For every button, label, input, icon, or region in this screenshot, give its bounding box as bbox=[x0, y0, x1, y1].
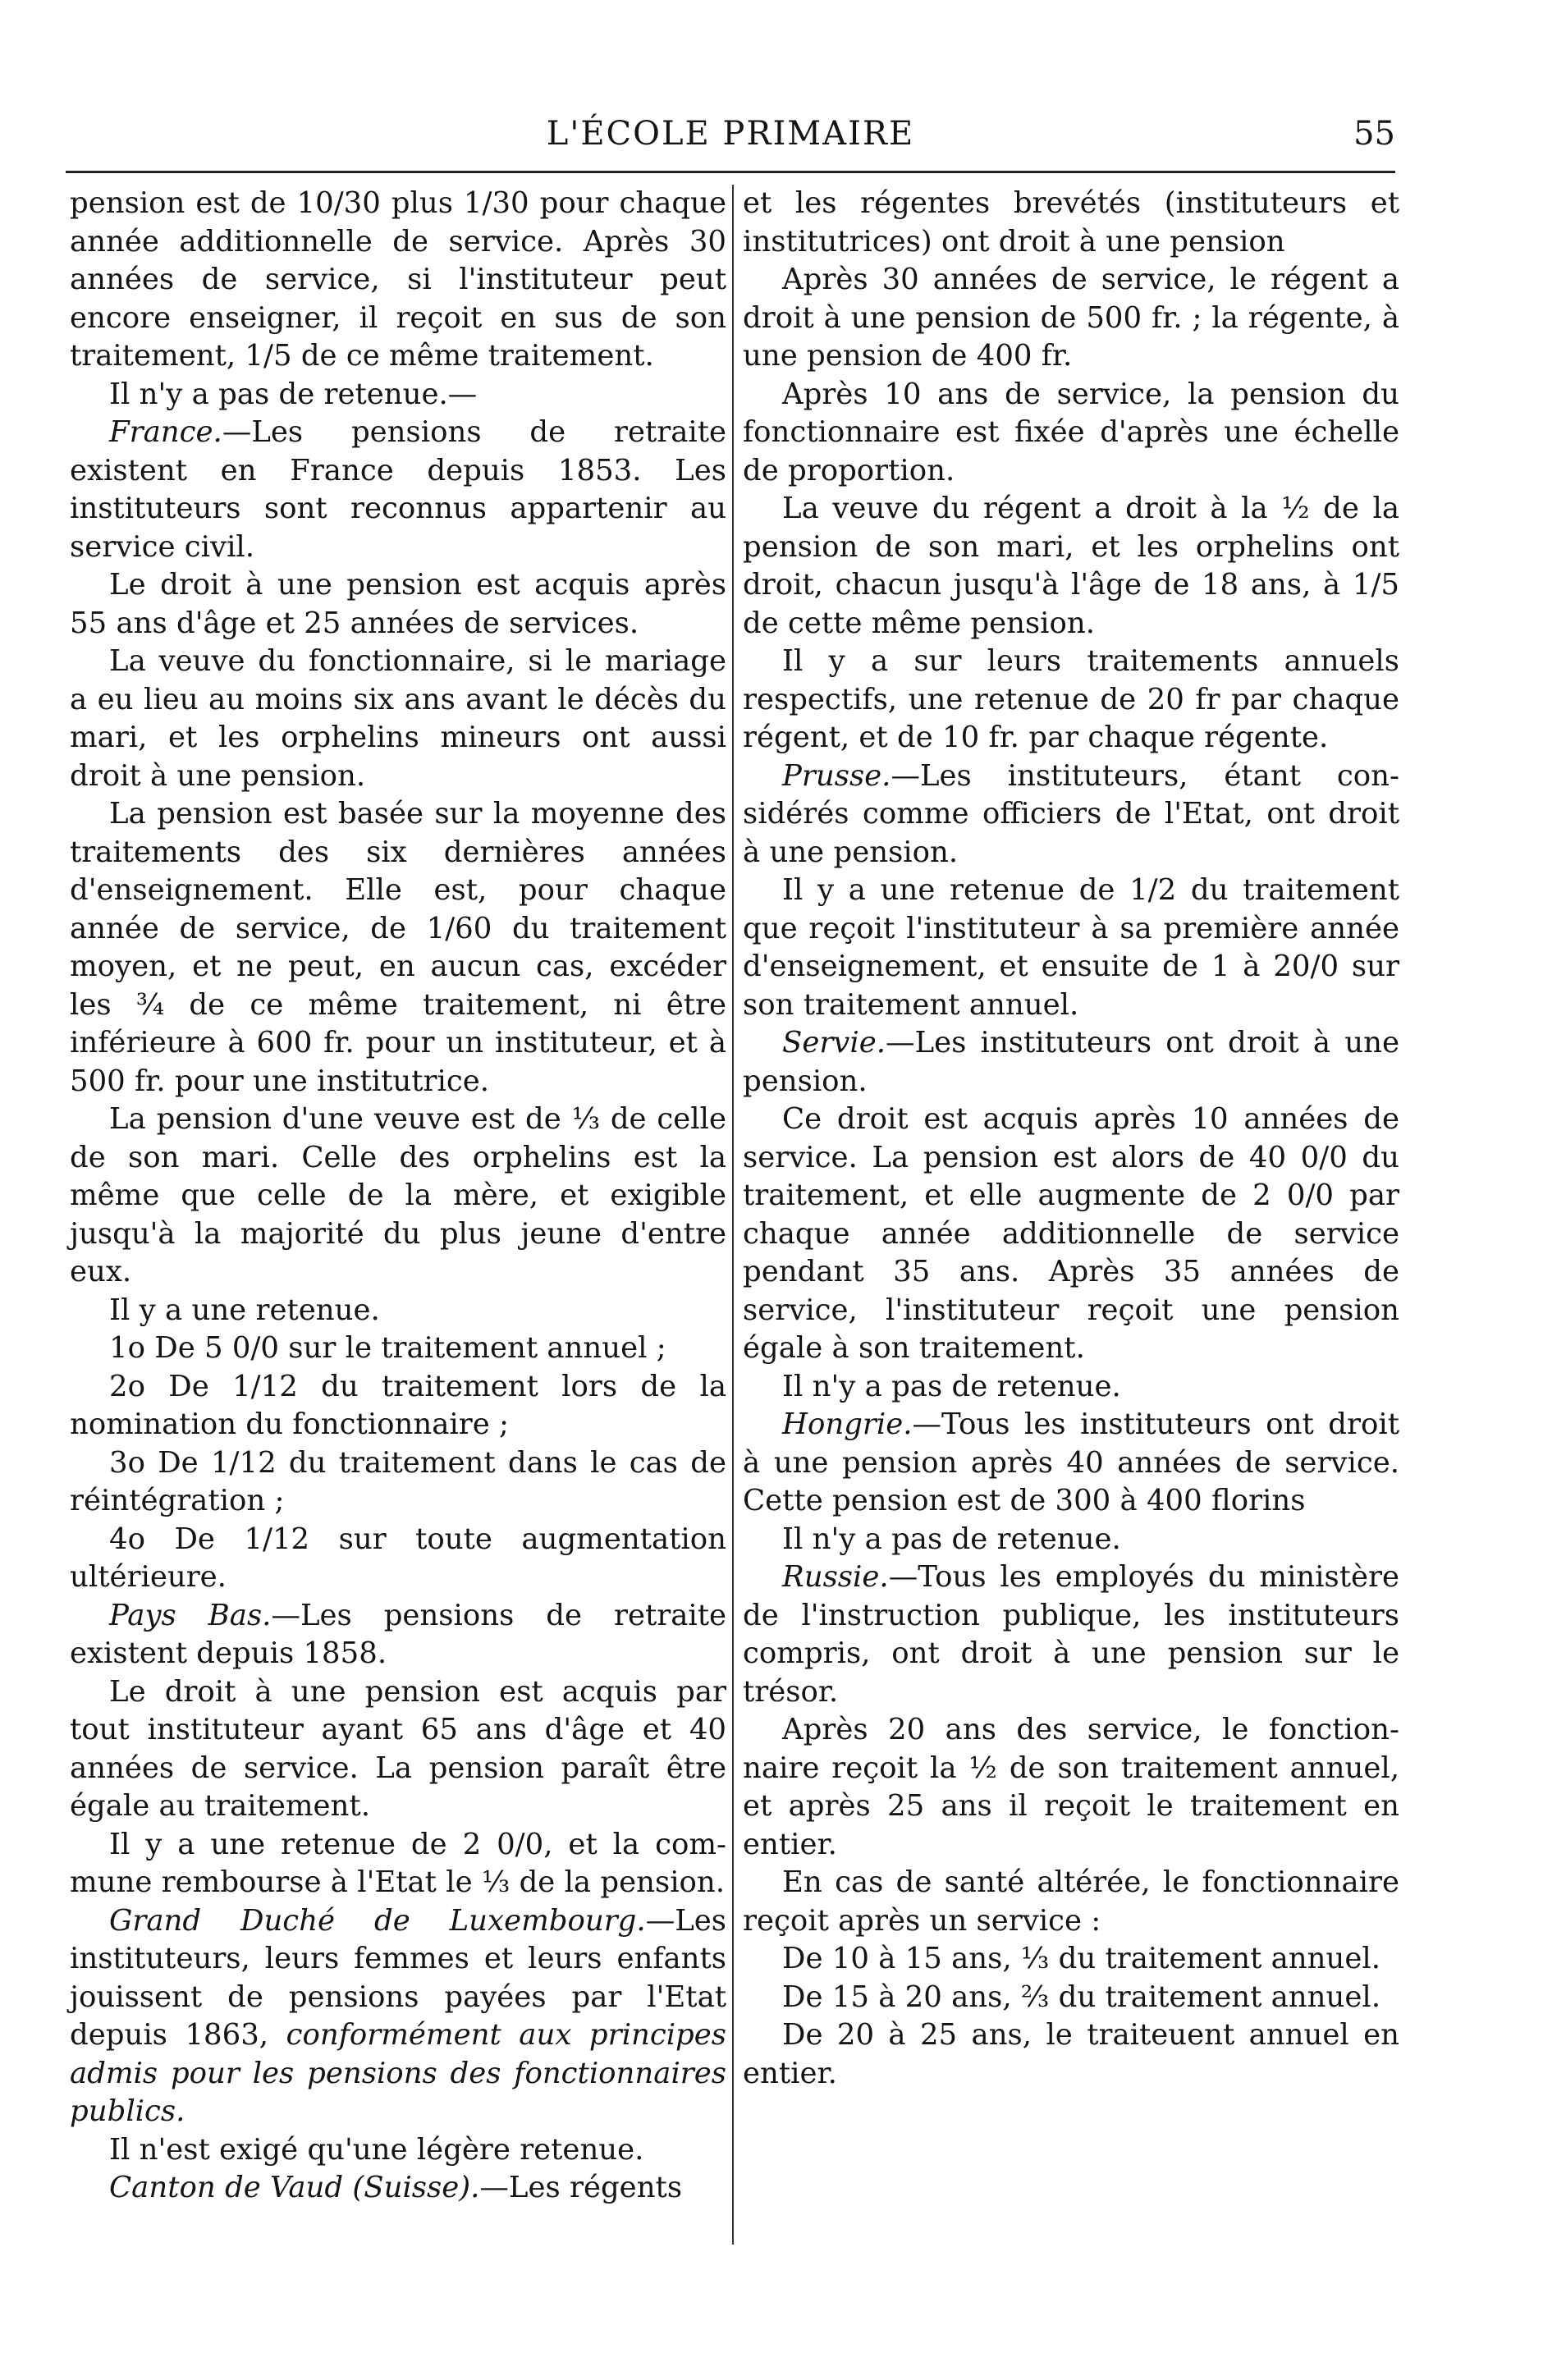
paragraph-text: Il y a sur leurs traitements annuels respectifs, une retenue de 20 fr par chaque régent, et de 10 fr. par chaque régente. bbox=[743, 644, 1399, 754]
paragraph-text: —Les instituteurs, étant considérés comme officiers de l'Etat, ont droit à une pension. bbox=[743, 758, 1399, 869]
paragraph bbox=[743, 1864, 1399, 1940]
right-column bbox=[743, 185, 1399, 2093]
paragraph bbox=[743, 490, 1399, 643]
paragraph-text: —Les régents bbox=[479, 2171, 683, 2204]
paragraph-text: Il y a une retenue. bbox=[109, 1293, 380, 1327]
page-header bbox=[66, 115, 1395, 164]
paragraph bbox=[743, 1521, 1399, 1559]
paragraph bbox=[70, 1330, 726, 1368]
paragraph-text: Le droit à une pension est acquis par tout instituteur ayant 65 ans d'âge et 40 années de service. La pension paraît être égale au traitement. bbox=[70, 1674, 726, 1823]
paragraph bbox=[743, 1368, 1399, 1407]
paragraph bbox=[70, 2169, 726, 2208]
paragraph bbox=[743, 1558, 1399, 1711]
paragraph bbox=[70, 795, 726, 1101]
paragraph bbox=[70, 1673, 726, 1826]
paragraph bbox=[70, 376, 726, 414]
paragraph-text: La pension d'une veuve est de ⅓ de celle de son mari. Celle des orphelins est la même que celle de la mère, et exigible jusqu'à la majorité du plus jeune d'entre eux. bbox=[70, 1102, 726, 1288]
paragraph bbox=[70, 414, 726, 566]
column-divider bbox=[732, 185, 734, 2245]
paragraph-text: La pension est basée sur la moyenne des traitements des six dernières années d'enseignement. Elle est, pour chaque année de service, de 1/60 du traitement moyen, et ne peut, en aucun cas, excéder les ¾ de ce même traitement, ni être inférieure à 600 fr. pour un instituteur, et à 500 fr. pour une institutrice. bbox=[70, 797, 726, 1098]
paragraph-text: Il y a une retenue de 1/2 du traitement que reçoit l'instituteur à sa première année d'enseignement, et ensuite de 1 à 20/0 sur son traitement annuel. bbox=[743, 873, 1399, 1022]
paragraph-text: —Les pensions de retraite existent en France depuis 1853. Les instituteurs sont reconnus appartenir au service civil. bbox=[70, 415, 726, 564]
paragraph-text: 4o De 1/12 sur toute augmentation ultérieure. bbox=[70, 1522, 726, 1594]
paragraph bbox=[70, 643, 726, 795]
paragraph bbox=[743, 1101, 1399, 1368]
paragraph bbox=[743, 1024, 1399, 1101]
paragraph-text: Il y a une retenue de 2 0/0, et la commune rembourse à l'Etat le ⅓ de la pension. bbox=[70, 1827, 726, 1899]
paragraph-text: Il n'y a pas de retenue. bbox=[782, 1522, 1121, 1556]
section-heading: Canton de Vaud (Suisse). bbox=[109, 2171, 480, 2204]
paragraph-text: Le droit à une pension est acquis après 55 ans d'âge et 25 années de services. bbox=[70, 568, 726, 640]
page-number: 55 bbox=[1353, 115, 1395, 153]
paragraph-text: 3o De 1/12 du traitement dans le cas de réintégration ; bbox=[70, 1445, 726, 1517]
paragraph-text: —Les pensions de retraite existent depuis 1858. bbox=[70, 1598, 726, 1670]
section-heading: Russie. bbox=[782, 1560, 889, 1594]
paragraph bbox=[743, 1711, 1399, 1864]
paragraph-text: Il n'est exigé qu'une légère retenue. bbox=[109, 2132, 644, 2167]
paragraph-text: De 10 à 15 ans, ⅓ du traitement annuel. bbox=[782, 1942, 1381, 1975]
header-rule bbox=[66, 171, 1395, 173]
paragraph-text: La veuve du régent a droit à la ½ de la pension de son mari, et les orphelins ont droit, chacun jusqu'à l'âge de 18 ans, à 1/5 de cette même pension. bbox=[743, 492, 1399, 640]
paragraph bbox=[70, 1902, 726, 2131]
paragraph-text: —Les instituteurs, leurs femmes et leurs enfants jouissent de pensions payées par l'Etat depuis 1863, bbox=[70, 1903, 726, 2052]
left-column bbox=[70, 185, 726, 2208]
paragraph bbox=[743, 376, 1399, 491]
paragraph bbox=[743, 1406, 1399, 1521]
paragraph-text: et les régentes brevétés (instituteurs et institutrices) ont droit à une pension bbox=[743, 186, 1399, 259]
paragraph-text: Ce droit est acquis après 10 années de service. La pension est alors de 40 0/0 du traitement, et elle augmente de 2 0/0 par chaque année additionnelle de service pendant 35 ans. Après 35 années de service, l'instituteur reçoit une pension égale à son traitement. bbox=[743, 1102, 1399, 1365]
section-heading: Servie. bbox=[782, 1026, 886, 1060]
paragraph bbox=[70, 566, 726, 643]
paragraph bbox=[70, 1444, 726, 1521]
paragraph-text: Après 30 années de service, le régent a droit à une pension de 500 fr. ; la régente, à une pension de 400 fr. bbox=[743, 263, 1399, 373]
section-heading: Prusse. bbox=[782, 758, 891, 793]
paragraph-text: En cas de santé altérée, le fonctionnaire reçoit après un service : bbox=[743, 1865, 1399, 1938]
section-heading: Pays Bas. bbox=[109, 1598, 272, 1632]
paragraph-text: pension est de 10/30 plus 1/30 pour chaque année additionnelle de service. Après 30 années de service, si l'instituteur peut encore enseigner, il reçoit en sus de son traitement, 1/5 de ce même traitement. bbox=[70, 186, 726, 373]
paragraph bbox=[743, 757, 1399, 872]
paragraph bbox=[70, 1368, 726, 1444]
paragraph bbox=[743, 643, 1399, 757]
paragraph bbox=[743, 2016, 1399, 2093]
paragraph bbox=[743, 185, 1399, 261]
paragraph-text: Il n'y a pas de retenue. bbox=[782, 1369, 1121, 1403]
paragraph bbox=[743, 1940, 1399, 1979]
paragraph bbox=[743, 261, 1399, 376]
section-heading: Hongrie. bbox=[782, 1407, 913, 1441]
paragraph-text: 2o De 1/12 du traitement lors de la nomination du fonctionnaire ; bbox=[70, 1369, 726, 1441]
paragraph-text: La veuve du fonctionnaire, si le mariage a eu lieu au moins six ans avant le décès du mari, et les orphelins mineurs ont aussi droit à une pension. bbox=[70, 644, 726, 793]
paragraph bbox=[70, 185, 726, 376]
paragraph bbox=[70, 2131, 726, 2170]
paragraph-text: —Les instituteurs ont droit à une pension. bbox=[743, 1026, 1399, 1098]
italic-text: conformément aux principes admis pour les pensions des fonctionnaires publics. bbox=[70, 2018, 727, 2128]
paragraph-text: Après 20 ans des service, le fonctionnaire reçoit la ½ de son traitement annuel, et après 25 ans il reçoit le traitement en entier. bbox=[743, 1713, 1399, 1861]
paragraph bbox=[743, 872, 1399, 1024]
paragraph-text: Après 10 ans de service, la pension du fonctionnaire est fixée d'après une échelle de proportion. bbox=[743, 377, 1399, 487]
section-heading: Grand Duché de Luxembourg. bbox=[109, 1903, 646, 1938]
paragraph bbox=[743, 1979, 1399, 2017]
paragraph-text: Il n'y a pas de retenue.— bbox=[109, 377, 478, 411]
section-heading: France. bbox=[109, 415, 222, 449]
paragraph bbox=[70, 1826, 726, 1902]
paragraph bbox=[70, 1521, 726, 1597]
running-title: L'ÉCOLE PRIMAIRE bbox=[546, 115, 915, 153]
paragraph-text: —Tous les instituteurs ont droit à une pension après 40 années de service. Cette pension est de 300 à 400 florins bbox=[743, 1407, 1399, 1517]
paragraph bbox=[70, 1292, 726, 1330]
paragraph bbox=[70, 1597, 726, 1673]
paragraph-text: —Tous les employés du ministère de l'instruction publique, les instituteurs compris, ont droit à une pension sur le trésor. bbox=[743, 1560, 1399, 1709]
paragraph-text: De 20 à 25 ans, le traiteuent annuel en entier. bbox=[743, 2018, 1399, 2090]
paragraph-text: De 15 à 20 ans, ⅔ du traitement annuel. bbox=[782, 1980, 1381, 2014]
paragraph bbox=[70, 1101, 726, 1292]
paragraph-text: 1o De 5 0/0 sur le traitement annuel ; bbox=[109, 1331, 666, 1365]
